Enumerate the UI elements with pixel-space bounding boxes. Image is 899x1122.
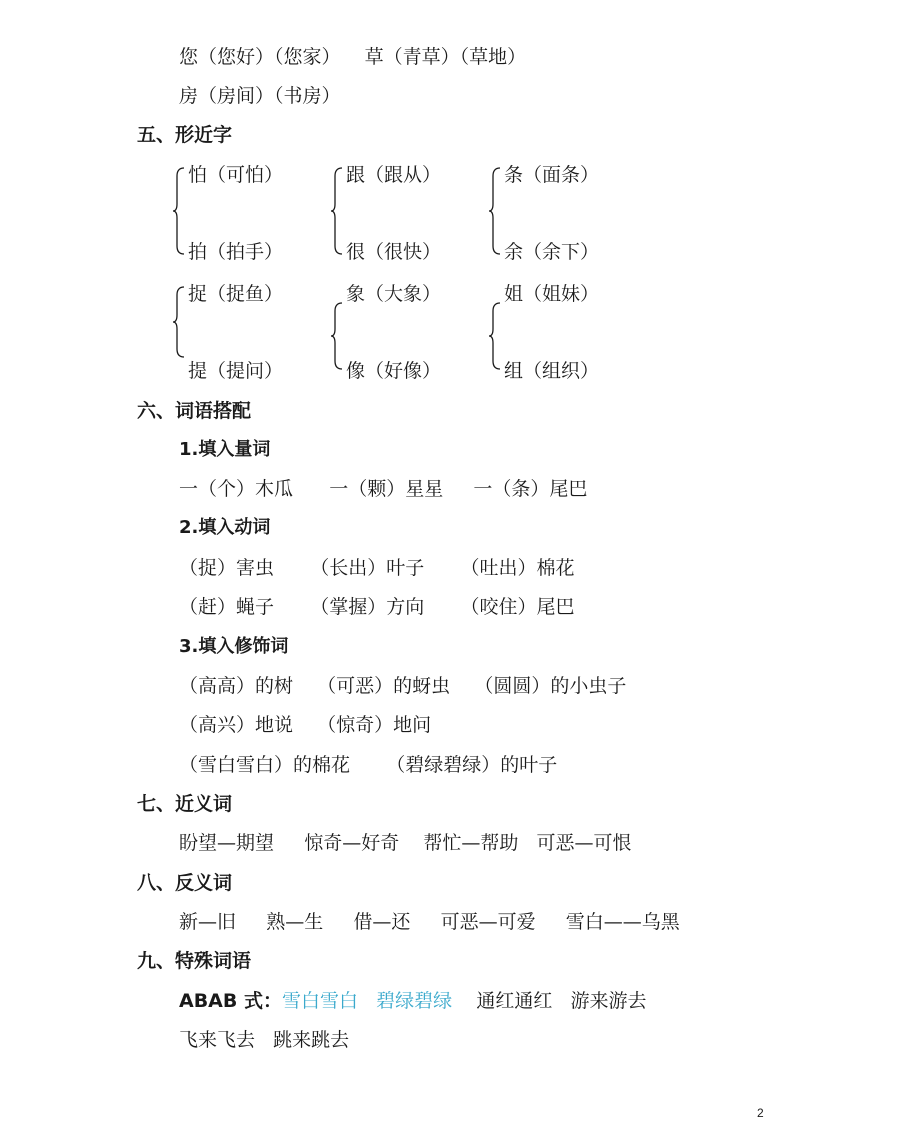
pair-bottom: 很（很快）	[346, 241, 442, 263]
similar-char-pair	[172, 281, 332, 501]
section4-line-2: 房（房间）（书房）	[179, 85, 341, 107]
section6-heading: 六、词语搭配	[137, 400, 252, 422]
brace-icon	[488, 166, 504, 256]
pair-top: 条（面条）	[504, 164, 600, 186]
section8-heading: 八、反义词	[137, 872, 233, 894]
pair-bottom: 提（提问）	[188, 360, 284, 382]
modifiers-line-3: （雪白雪白）的棉花 （碧绿碧绿）的叶子	[179, 754, 558, 776]
modifiers-line-2: （高兴）地说 （惊奇）地问	[179, 714, 432, 736]
brace-icon	[330, 166, 346, 256]
pair-top: 象（大象）	[346, 283, 442, 305]
brace-icon	[488, 301, 504, 391]
pair-top: 跟（跟从）	[346, 164, 442, 186]
page-number: 2	[757, 1106, 764, 1120]
verbs-line-2: （赶）蝇子 （掌握）方向 （咬住）尾巴	[179, 596, 575, 618]
highlight-word-1: 雪白雪白	[282, 990, 359, 1012]
measure-words-line: 一（个）木瓜 一（颗）星星 一（条）尾巴	[179, 478, 588, 500]
pair-top: 怕（可怕）	[188, 164, 284, 186]
subsection-modifiers: 3.填入修饰词	[179, 636, 289, 657]
brace-icon	[172, 285, 188, 375]
pair-bottom: 余（余下）	[504, 241, 600, 263]
verbs-line-1: （捉）害虫 （长出）叶子 （吐出）棉花	[179, 557, 575, 579]
subsection-verbs: 2.填入动词	[179, 517, 271, 538]
highlight-word-2: 碧绿碧绿	[376, 990, 453, 1012]
pair-top: 姐（姐妹）	[504, 283, 600, 305]
abab-label: ABAB 式：	[179, 990, 282, 1012]
section7-heading: 七、近义词	[137, 793, 233, 815]
brace-icon	[330, 301, 346, 391]
section4-line-1: 您（您好）（您家） 草（青草）（草地）	[179, 46, 527, 68]
abab-line	[179, 988, 646, 1014]
subsection-measure-words: 1.填入量词	[179, 439, 271, 460]
similar-char-pair	[488, 281, 648, 501]
modifiers-line-1: （高高）的树 （可恶）的蚜虫 （圆圆）的小虫子	[179, 675, 627, 697]
pair-top: 捉（捉鱼）	[188, 283, 284, 305]
pair-bottom: 拍（拍手）	[188, 241, 284, 263]
section5-heading: 五、形近字	[137, 124, 233, 146]
similar-char-pair	[330, 281, 490, 501]
antonyms-line: 新—旧 熟—生 借—还 可恶—可爱 雪白——乌黑	[179, 911, 680, 933]
pair-bottom: 组（组织）	[504, 360, 600, 382]
synonyms-line: 盼望—期望 惊奇—好奇 帮忙—帮助 可恶—可恨	[179, 832, 632, 854]
abab-line-2: 飞来飞去 跳来跳去	[179, 1029, 350, 1051]
section9-heading: 九、特殊词语	[137, 950, 252, 972]
pair-bottom: 像（好像）	[346, 360, 442, 382]
brace-icon	[172, 166, 188, 256]
abab-rest: 通红通红 游来游去	[476, 990, 647, 1012]
